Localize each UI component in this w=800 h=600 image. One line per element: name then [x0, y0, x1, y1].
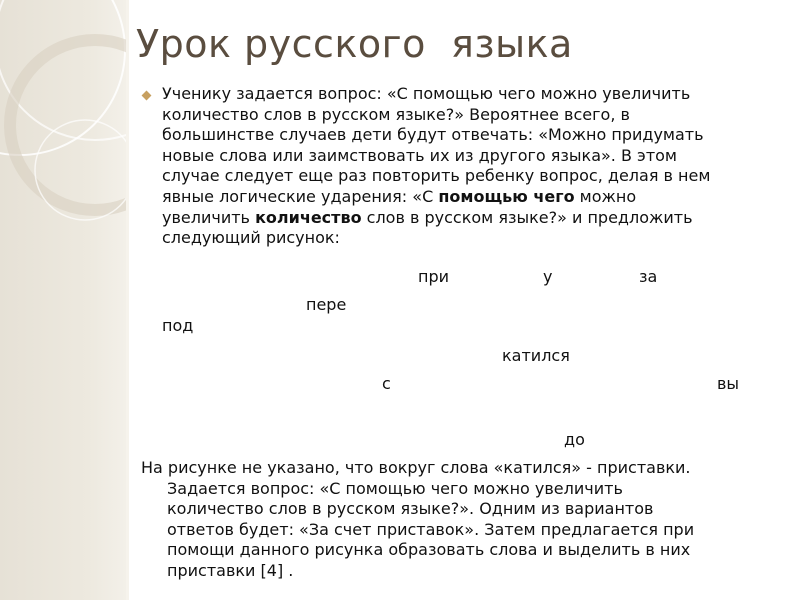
- text-line: большинстве случаев дети будут отвечать: «Можно придумать: [162, 125, 704, 145]
- prefix-word: за: [639, 267, 658, 286]
- text-line: приставки [4] .: [167, 560, 294, 580]
- text-line: новые слова или заимствовать их из другого языка». В этом: [162, 145, 677, 165]
- decorative-sidebar: [0, 0, 126, 600]
- text-segment: слов в русском языке?» и предложить: [361, 207, 693, 227]
- decorative-circles: [0, 0, 126, 600]
- conclusion-paragraph: [141, 458, 694, 582]
- text-segment: можно: [574, 186, 637, 206]
- prefix-word: с: [382, 374, 391, 393]
- text-line: следующий рисунок:: [162, 228, 340, 248]
- text-line: помощи данного рисунка образовать слова и выделить в них: [167, 540, 691, 560]
- prefix-word: при: [418, 267, 450, 286]
- text-line: случае следует еще раз повторить ребенку вопрос, делая в нем: [162, 166, 711, 186]
- root-word: катился: [502, 346, 570, 365]
- text-line: ответов будет: «За счет приставок». Затем предлагается при: [167, 519, 695, 539]
- prefix-word: под: [162, 316, 194, 335]
- text-line: Ученику задается вопрос: «С помощью чего можно увеличить: [162, 84, 691, 103]
- text-line: [162, 208, 710, 229]
- text-line: количество слов в русском языке?» Вероятнее всего, в: [162, 104, 630, 124]
- bullet-icon: [142, 91, 152, 101]
- text-line: количество слов в русском языке?». Одним из вариантов: [167, 499, 654, 519]
- prefix-word: до: [564, 430, 585, 449]
- text-segment: увеличить: [162, 207, 256, 227]
- bold-emphasis: помощью чего: [438, 186, 575, 206]
- text-line: [162, 187, 710, 208]
- sidebar-divider: [126, 0, 129, 600]
- text-segment: явные логические ударения: «С: [162, 186, 439, 206]
- slide-title: Урок русского языка: [136, 22, 573, 66]
- prefix-word: у: [543, 267, 553, 286]
- bold-emphasis: количество: [255, 207, 362, 227]
- intro-paragraph: [162, 84, 710, 249]
- text-line: На рисунке не указано, что вокруг слова «катился» - приставки.: [141, 458, 691, 477]
- prefix-word: пере: [306, 295, 347, 314]
- prefix-word: вы: [717, 374, 740, 393]
- text-line: Задается вопрос: «С помощью чего можно увеличить: [167, 478, 623, 498]
